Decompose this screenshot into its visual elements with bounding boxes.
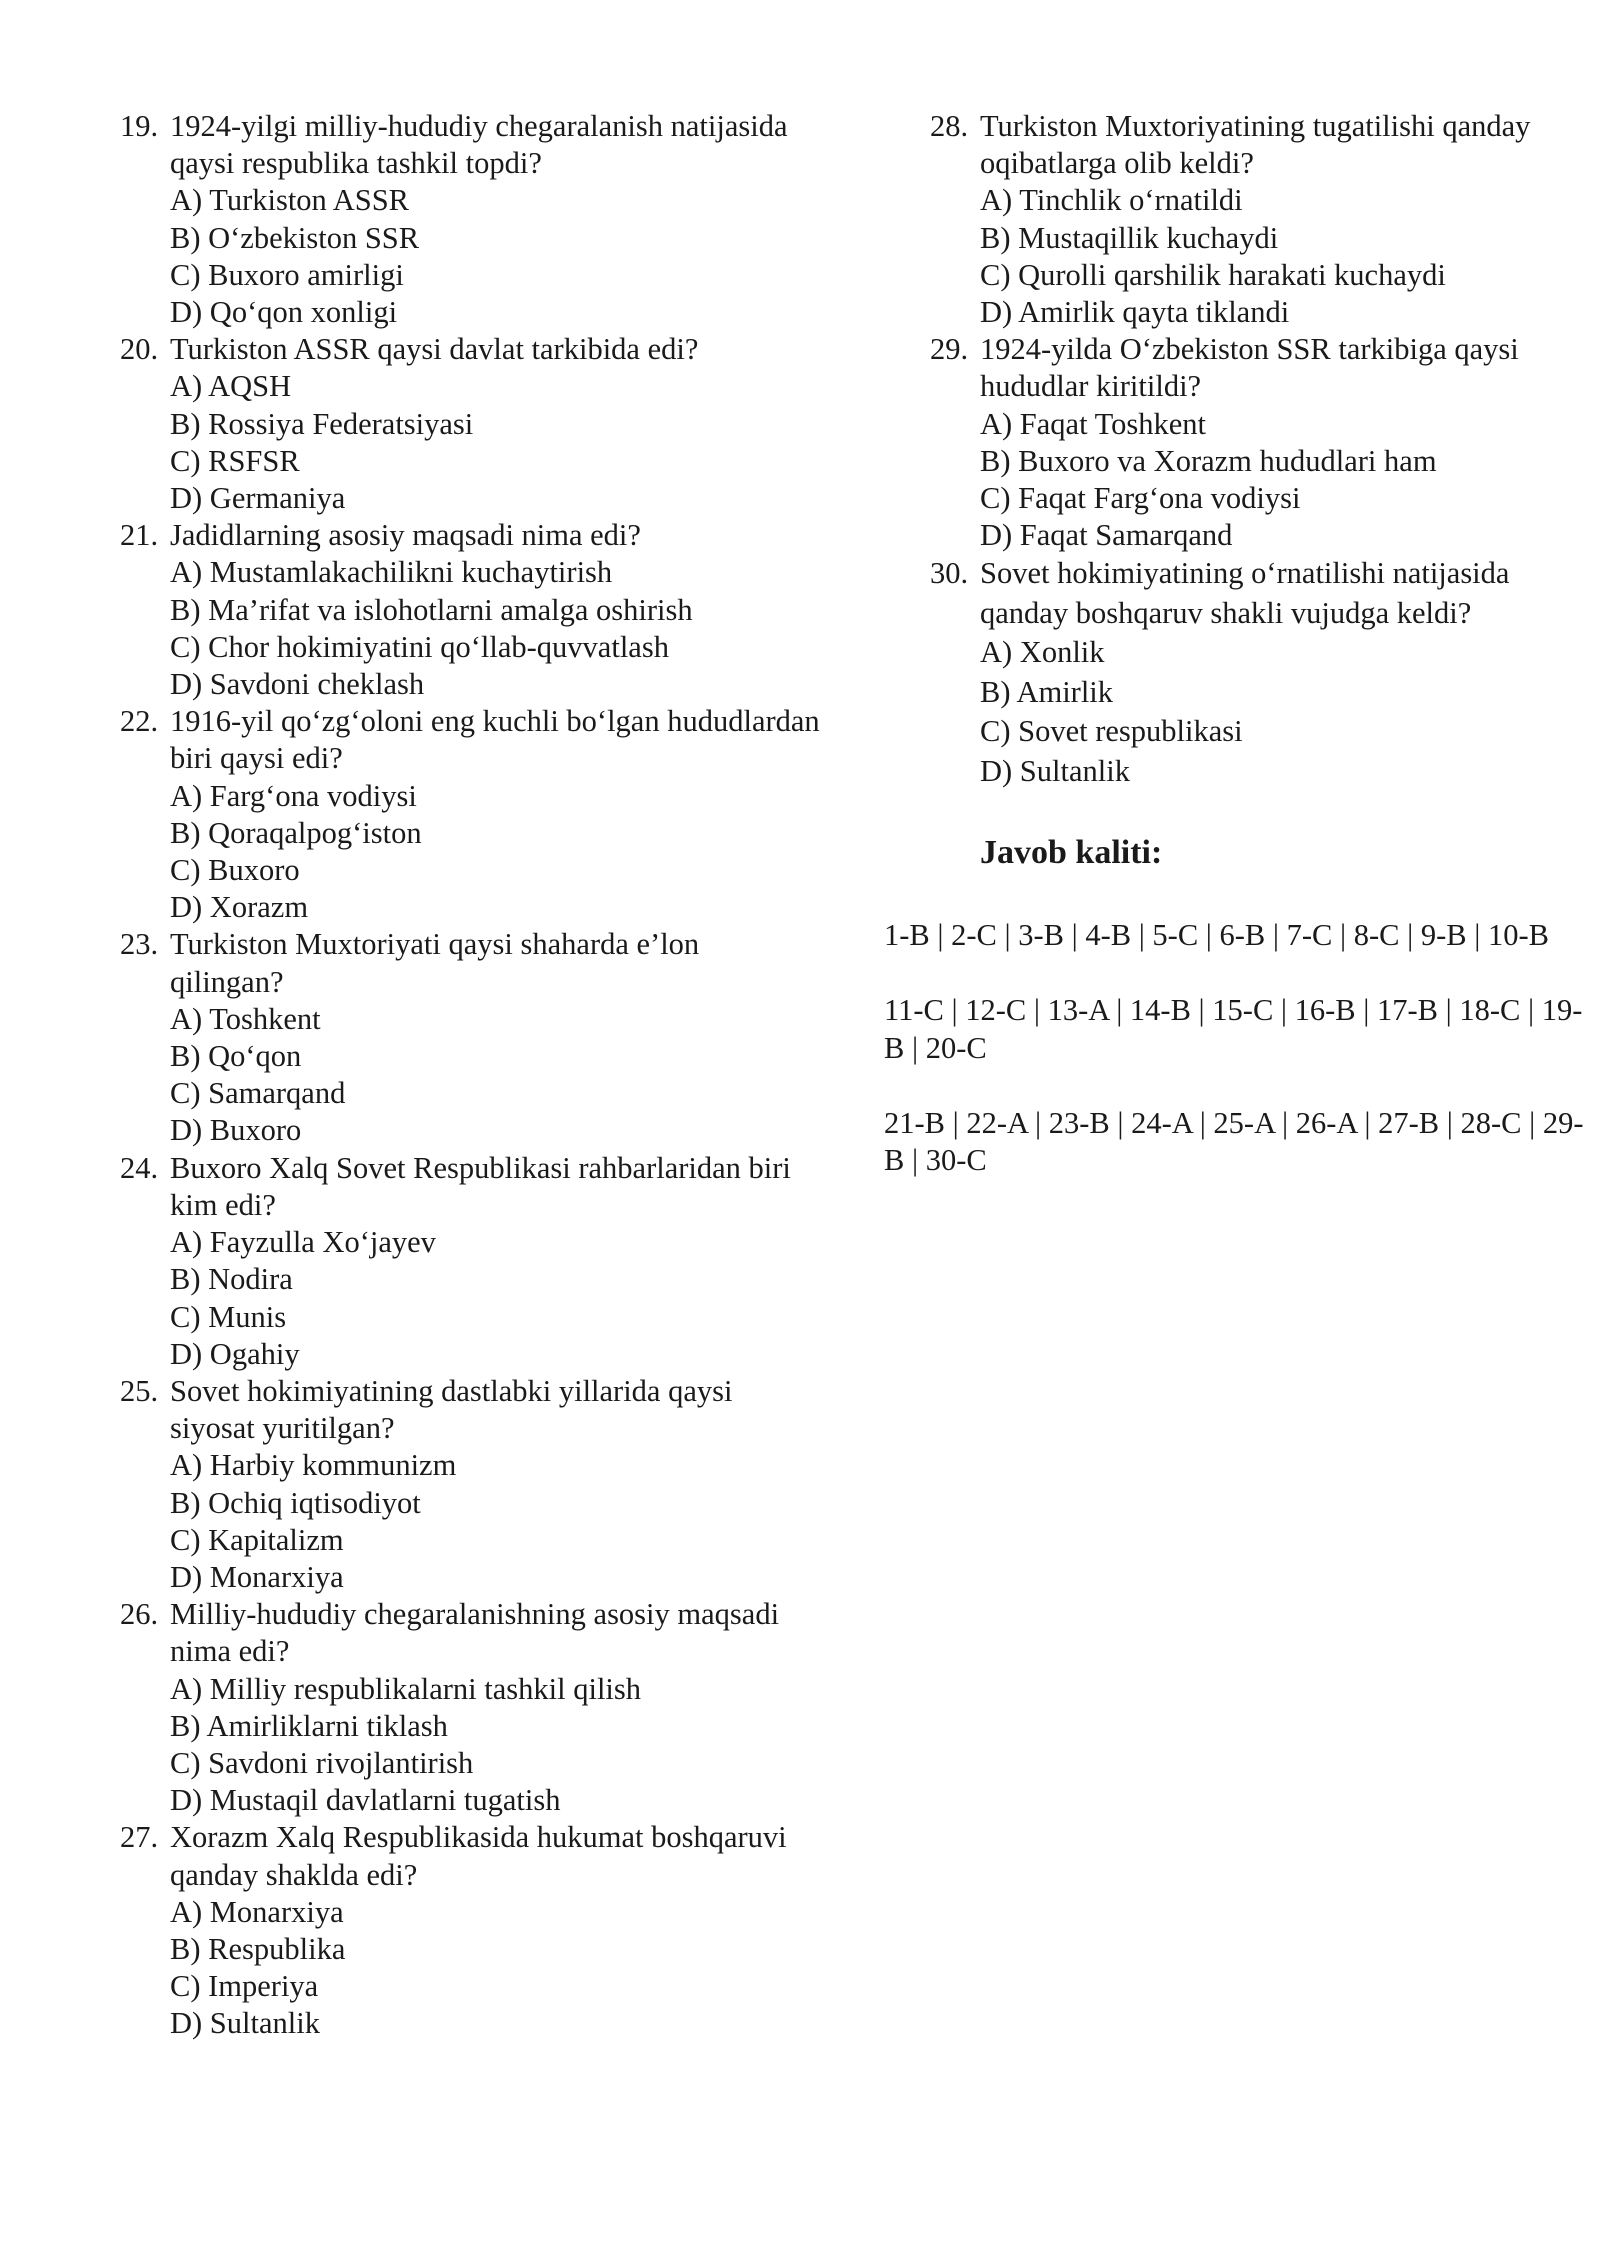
option-d: D) Ogahiy — [170, 1336, 300, 1371]
option-a: A) Faqat Toshkent — [980, 406, 1207, 441]
option-b: B) Amirlik — [980, 674, 1114, 709]
option-a: A) Milliy respublikalarni tashkil qilish — [170, 1671, 642, 1706]
option-c: C) RSFSR — [170, 443, 300, 478]
option-c: C) Savdoni rivojlantirish — [170, 1745, 474, 1780]
option-b: B) Ochiq iqtisodiyot — [170, 1485, 421, 1520]
option-list — [980, 406, 1590, 555]
option-list — [980, 633, 1590, 791]
answer-key-line: 11-C | 12-C | 13-A | 14-B | 15-C | 16-B | 17-B | 18-C | 19-B | 20-C — [884, 993, 1583, 1065]
question-text: Sovet hokimiyatining dastlabki yillarida qaysi siyosat yuritilgan? — [170, 1373, 733, 1446]
option-a: A) Turkiston ASSR — [170, 183, 410, 218]
option-a: A) AQSH — [170, 369, 292, 404]
option-a: A) Monarxiya — [170, 1894, 344, 1929]
option-d: D) Xorazm — [170, 890, 309, 925]
question-number: 28. — [930, 109, 969, 143]
question-number: 30. — [930, 556, 969, 591]
option-d: D) Buxoro — [170, 1113, 302, 1148]
option-list — [980, 182, 1590, 331]
question-number: 29. — [930, 332, 969, 367]
option-c: C) Buxoro — [170, 853, 300, 888]
question-text: Milliy-hududiy chegaralanishning asosiy maqsadi nima edi? — [170, 1597, 780, 1669]
question-text: 1924-yilgi milliy-hududiy chegaralanish natijasida qaysi respublika tashkil topdi? — [170, 109, 788, 181]
option-d: D) Sultanlik — [980, 753, 1130, 788]
question-26 — [120, 1596, 820, 1819]
option-c: C) Kapitalizm — [170, 1522, 344, 1557]
option-list — [170, 1671, 820, 1820]
question-23 — [120, 926, 820, 1149]
question-27 — [120, 1819, 820, 2042]
question-number: 22. — [120, 704, 159, 739]
option-b: B) Mustaqillik kuchaydi — [980, 220, 1279, 255]
question-number: 19. — [120, 109, 159, 143]
option-c: C) Qurolli qarshilik harakati kuchaydi — [980, 257, 1446, 292]
option-a: A) Xonlik — [980, 635, 1105, 670]
option-list — [170, 182, 820, 331]
question-24 — [120, 1150, 820, 1373]
right-column — [930, 108, 1590, 873]
option-d: D) Monarxiya — [170, 1559, 344, 1594]
option-list — [170, 778, 820, 927]
question-19 — [120, 108, 820, 331]
option-a: A) Farg‘ona vodiysi — [170, 778, 417, 813]
question-text: Turkiston Muxtoriyatining tugatilishi qanday oqibatlarga olib keldi? — [980, 109, 1531, 181]
question-21 — [120, 517, 820, 703]
question-number: 27. — [120, 1820, 159, 1855]
option-a: A) Fayzulla Xo‘jayev — [170, 1225, 436, 1260]
option-b: B) O‘zbekiston SSR — [170, 220, 420, 255]
question-text: 1924-yilda O‘zbekiston SSR tarkibiga qaysi hududlar kiritildi? — [980, 332, 1519, 404]
answer-key-title: Javob kaliti: — [980, 834, 1163, 872]
answer-key — [884, 917, 1600, 1217]
option-b: B) Respublika — [170, 1931, 346, 1966]
option-list — [170, 554, 820, 703]
option-d: D) Savdoni cheklash — [170, 667, 425, 702]
question-number: 20. — [120, 332, 159, 367]
option-b: B) Ma’rifat va islohotlarni amalga oshirish — [170, 592, 693, 627]
answer-key-line: 21-B | 22-A | 23-B | 24-A | 25-A | 26-A | 27-B | 28-C | 29-B | 30-C — [884, 1105, 1584, 1177]
question-29 — [930, 331, 1590, 554]
option-b: B) Qoraqalpog‘iston — [170, 815, 422, 850]
question-number: 26. — [120, 1597, 159, 1632]
question-text: Sovet hokimiyatining o‘rnatilishi natijasida qanday boshqaruv shakli vujudga keldi? — [980, 556, 1510, 630]
question-20 — [120, 331, 820, 517]
question-number: 25. — [120, 1373, 159, 1408]
option-list — [170, 1001, 820, 1150]
option-c: C) Buxoro amirligi — [170, 257, 404, 292]
option-d: D) Faqat Samarqand — [980, 518, 1233, 553]
option-d: D) Germaniya — [170, 481, 346, 516]
option-c: C) Faqat Farg‘ona vodiysi — [980, 481, 1301, 516]
question-text: 1916-yil qo‘zg‘oloni eng kuchli bo‘lgan hududlardan biri qaysi edi? — [170, 704, 820, 776]
question-number: 24. — [120, 1150, 159, 1185]
question-number: 23. — [120, 927, 159, 962]
option-b: B) Nodira — [170, 1262, 293, 1297]
option-c: C) Sovet respublikasi — [980, 714, 1243, 749]
question-text: Jadidlarning asosiy maqsadi nima edi? — [170, 518, 641, 553]
option-list — [170, 1447, 820, 1596]
question-text: Turkiston ASSR qaysi davlat tarkibida edi? — [170, 332, 699, 367]
option-c: C) Samarqand — [170, 1076, 346, 1111]
option-b: B) Qo‘qon — [170, 1039, 302, 1074]
question-number: 21. — [120, 518, 159, 553]
question-30 — [930, 554, 1590, 791]
option-list — [170, 1894, 820, 2043]
question-28 — [930, 108, 1590, 331]
option-d: D) Amirlik qayta tiklandi — [980, 295, 1290, 330]
option-a: A) Tinchlik o‘rnatildi — [980, 183, 1243, 218]
option-list — [170, 1224, 820, 1373]
option-c: C) Imperiya — [170, 1969, 319, 2004]
option-a: A) Toshkent — [170, 1001, 321, 1036]
left-column — [120, 108, 820, 2043]
answer-key-line: 1-B | 2-C | 3-B | 4-B | 5-C | 6-B | 7-C | 8-C | 9-B | 10-B — [884, 918, 1549, 952]
option-a: A) Mustamlakachilikni kuchaytirish — [170, 555, 613, 590]
option-d: D) Sultanlik — [170, 2006, 320, 2041]
question-text: Buxoro Xalq Sovet Respublikasi rahbarlaridan biri kim edi? — [170, 1150, 791, 1222]
question-22 — [120, 703, 820, 926]
option-list — [170, 368, 820, 517]
option-d: D) Qo‘qon xonligi — [170, 295, 398, 330]
option-b: B) Amirliklarni tiklash — [170, 1708, 448, 1743]
question-25 — [120, 1373, 820, 1596]
option-c: C) Chor hokimiyatini qo‘llab-quvvatlash — [170, 629, 669, 664]
option-d: D) Mustaqil davlatlarni tugatish — [170, 1783, 561, 1818]
option-a: A) Harbiy kommunizm — [170, 1448, 457, 1483]
option-b: B) Buxoro va Xorazm hududlari ham — [980, 443, 1437, 478]
question-text: Turkiston Muxtoriyati qaysi shaharda e’lon qilingan? — [170, 927, 700, 999]
option-b: B) Rossiya Federatsiyasi — [170, 406, 474, 441]
option-c: C) Munis — [170, 1299, 287, 1334]
question-text: Xorazm Xalq Respublikasida hukumat boshqaruvi qanday shaklda edi? — [170, 1820, 787, 1892]
